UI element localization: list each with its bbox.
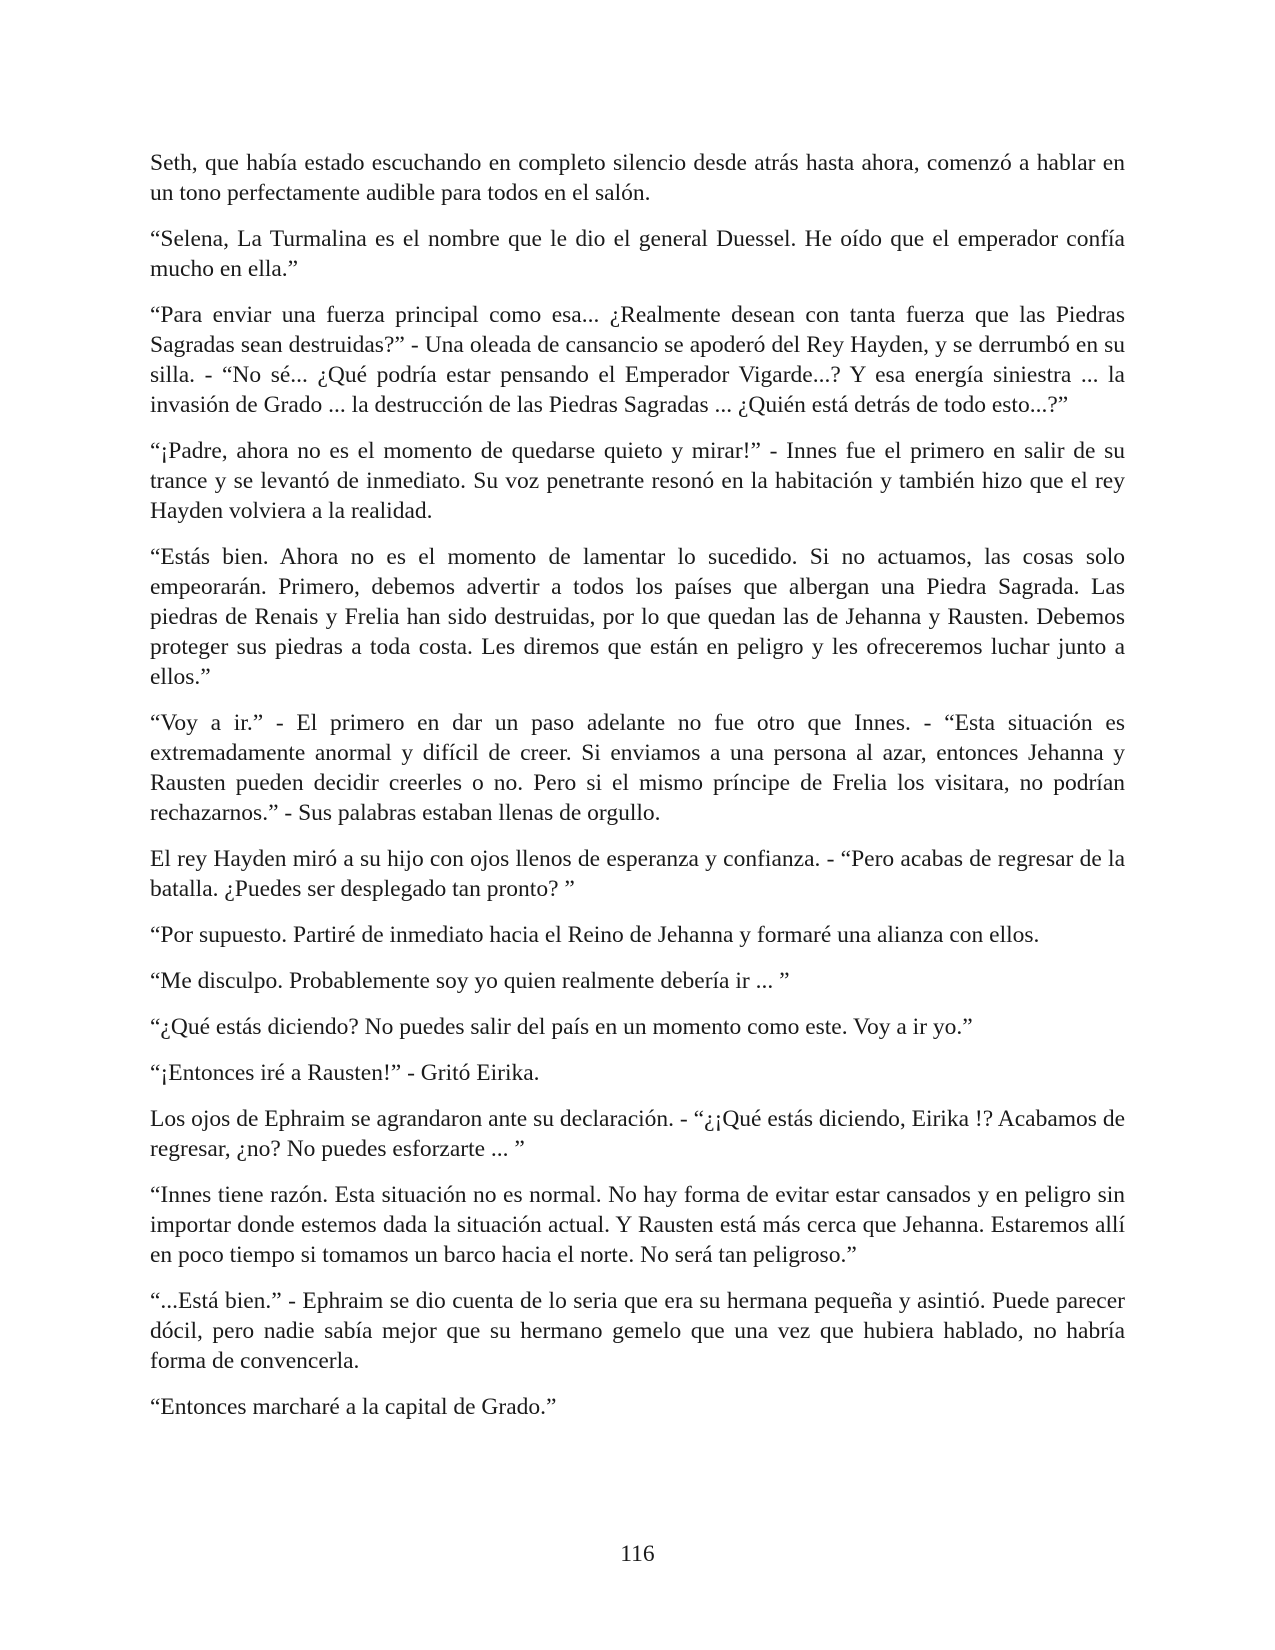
- paragraph: “Selena, La Turmalina es el nombre que le dio el general Duessel. He oído que el emperador confía mucho en ella.”: [150, 226, 1125, 282]
- document-body: [150, 148, 1125, 1438]
- paragraph: Los ojos de Ephraim se agrandaron ante su declaración. - “¿¡Qué estás diciendo, Eirika !? Acabamos de regresar, ¿no? No puedes esforzarte ... ”: [150, 1106, 1125, 1162]
- paragraph: “¿Qué estás diciendo? No puedes salir del país en un momento como este. Voy a ir yo.”: [150, 1014, 973, 1040]
- paragraph: “Para enviar una fuerza principal como esa... ¿Realmente desean con tanta fuerza que las Piedras Sagradas sean destruidas?” - Una oleada de cansancio se apoderó del Rey Hayden, y se derrumbó en su silla. - “No sé... ¿Qué podría estar pensando el Emperador Vigarde...? Y esa energía siniestra ... la invasión de Grado ... la destrucción de las Piedras Sagradas ... ¿Quién está detrás de todo esto...?”: [150, 302, 1125, 418]
- paragraph: “Innes tiene razón. Esta situación no es normal. No hay forma de evitar estar cansados y en peligro sin importar donde estemos dada la situación actual. Y Rausten está más cerca que Jehanna. Estaremos allí en poco tiempo si tomamos un barco hacia el norte. No será tan peligroso.”: [150, 1182, 1125, 1268]
- paragraph: El rey Hayden miró a su hijo con ojos llenos de esperanza y confianza. - “Pero acabas de regresar de la batalla. ¿Puedes ser desplegado tan pronto? ”: [150, 846, 1125, 902]
- page-number: 116: [620, 1541, 655, 1567]
- paragraph: “¡Padre, ahora no es el momento de quedarse quieto y mirar!” - Innes fue el primero en salir de su trance y se levantó de inmediato. Su voz penetrante resonó en la habitación y también hizo que el rey Hayden volviera a la realidad.: [150, 438, 1125, 524]
- paragraph: “Me disculpo. Probablemente soy yo quien realmente debería ir ... ”: [150, 968, 790, 994]
- paragraph: “...Está bien.” - Ephraim se dio cuenta de lo seria que era su hermana pequeña y asintió. Puede parecer dócil, pero nadie sabía mejor que su hermano gemelo que una vez que hubiera hablado, no habría forma de convencerla.: [150, 1288, 1125, 1374]
- paragraph: “Estás bien. Ahora no es el momento de lamentar lo sucedido. Si no actuamos, las cosas solo empeorarán. Primero, debemos advertir a todos los países que albergan una Piedra Sagrada. Las piedras de Renais y Frelia han sido destruidas, por lo que quedan las de Jehanna y Rausten. Debemos proteger sus piedras a toda costa. Les diremos que están en peligro y les ofreceremos luchar junto a ellos.”: [150, 544, 1125, 690]
- paragraph: “¡Entonces iré a Rausten!” - Gritó Eirika.: [150, 1060, 540, 1086]
- paragraph: Seth, que había estado escuchando en completo silencio desde atrás hasta ahora, comenzó a hablar en un tono perfectamente audible para todos en el salón.: [150, 150, 1125, 206]
- paragraph: “Por supuesto. Partiré de inmediato hacia el Reino de Jehanna y formaré una alianza con ellos.: [150, 922, 1040, 948]
- paragraph: “Entonces marcharé a la capital de Grado.”: [150, 1394, 557, 1420]
- paragraph: “Voy a ir.” - El primero en dar un paso adelante no fue otro que Innes. - “Esta situación es extremadamente anormal y difícil de creer. Si enviamos a una persona al azar, entonces Jehanna y Rausten pueden decidir creerles o no. Pero si el mismo príncipe de Frelia los visitara, no podrían rechazarnos.” - Sus palabras estaban llenas de orgullo.: [150, 710, 1125, 826]
